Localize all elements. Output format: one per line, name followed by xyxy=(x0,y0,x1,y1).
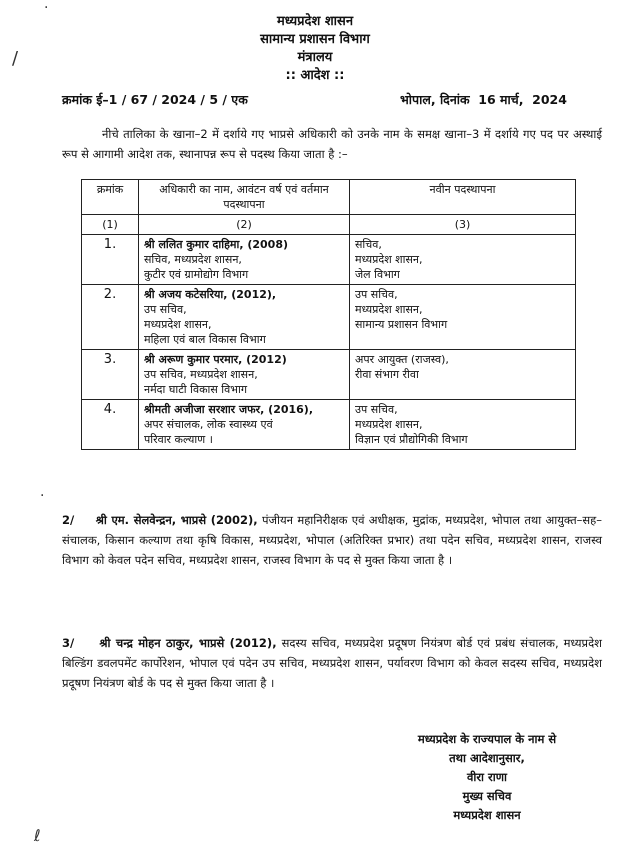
table-header-row xyxy=(82,180,576,215)
header-doc-type: :: आदेश :: xyxy=(285,68,345,83)
officer-name: श्री ललित कुमार दाहिमा, (2008) xyxy=(144,238,289,251)
current-posting-line: मध्यप्रदेश शासन, xyxy=(144,318,212,331)
table-row xyxy=(82,350,576,400)
new-posting-cell xyxy=(350,285,576,350)
col-number: (3) xyxy=(350,215,576,235)
new-posting-line: विज्ञान एवं प्रौद्योगिकी विभाग xyxy=(355,433,468,446)
signature-line-1: मध्यप्रदेश के राज्यपाल के नाम से xyxy=(417,732,557,746)
officer-cell xyxy=(139,285,350,350)
current-posting-line: परिवार कल्याण । xyxy=(144,433,213,446)
signatory-org: मध्यप्रदेश शासन xyxy=(453,808,521,822)
new-posting-line: उप सचिव, xyxy=(355,288,398,301)
paragraph-3 xyxy=(62,633,602,693)
new-posting-line: उप सचिव, xyxy=(355,403,398,416)
officer-cell xyxy=(139,400,350,450)
header-department: सामान्य प्रशासन विभाग xyxy=(260,32,370,47)
new-posting-line: मध्यप्रदेश शासन, xyxy=(355,303,423,316)
place-date: भोपाल, दिनांक 16 मार्च, 2024 xyxy=(400,92,567,107)
current-posting-line: उप सचिव, मध्यप्रदेश शासन, xyxy=(144,368,258,381)
signatory-name: वीरा राणा xyxy=(466,770,508,784)
officer-name: श्रीमती अजीजा सरशार जफर, (2016), xyxy=(144,403,314,416)
serial-number: 4. xyxy=(82,400,139,450)
header-office: मंत्रालय xyxy=(297,50,333,65)
signatory-designation: मुख्य सचिव xyxy=(462,789,512,803)
current-posting-line: उप सचिव, xyxy=(144,303,187,316)
officer-cell xyxy=(139,235,350,285)
table-row xyxy=(82,285,576,350)
col-header-serial: क्रमांक xyxy=(82,180,139,215)
signature-line-2: तथा आदेशानुसार, xyxy=(449,751,525,765)
paragraph-number: 2/ xyxy=(62,513,75,527)
table-row xyxy=(82,400,576,450)
serial-number: 1. xyxy=(82,235,139,285)
posting-table xyxy=(81,179,576,450)
current-posting-line: महिला एवं बाल विकास विभाग xyxy=(144,333,266,346)
new-posting-line: रीवा संभाग रीवा xyxy=(355,368,419,381)
margin-pen-mark: ℓ xyxy=(34,826,41,845)
current-posting-line: सचिव, मध्यप्रदेश शासन, xyxy=(144,253,242,266)
order-number: क्रमांक ई–1 / 67 / 2024 / 5 / एक xyxy=(62,92,248,107)
margin-pen-mark: / xyxy=(12,48,19,69)
new-posting-cell xyxy=(350,235,576,285)
serial-number: 3. xyxy=(82,350,139,400)
col-header-new-posting: नवीन पदस्थापना xyxy=(350,180,576,215)
current-posting-line: अपर संचालक, लोक स्वास्थ्य एवं xyxy=(144,418,273,431)
col-header-officer: अधिकारी का नाम, आवंटन वर्ष एवं वर्तमान पदस्थापना xyxy=(139,180,350,215)
new-posting-line: सामान्य प्रशासन विभाग xyxy=(355,318,448,331)
paragraph-text: सदस्य सचिव, मध्यप्रदेश प्रदूषण नियंत्रण बोर्ड एवं प्रबंध संचालक, मध्यप्रदेश बिल्डिंग डवलपमेंट कार्पोरेशन, भोपाल एवं पदेन उप सचिव, मध्यप्रदेश शासन, पर्यावरण विभाग को केवल सदस्य सचिव, मध्यप्रदेश प्रदूषण नियंत्रण बोर्ड के पद से मुक्त किया जाता है । xyxy=(62,636,603,690)
paragraph-number: 3/ xyxy=(62,636,75,650)
intro-paragraph: नीचे तालिका के खाना–2 में दर्शाये गए भाप्रसे अधिकारी को उनके नाम के समक्ष खाना–3 में दर्शाये गए पद पर अस्थाई रूप से आगामी आदेश तक, स्थानापन्न रूप से पदस्थ किया जाता है :– xyxy=(62,127,602,161)
new-posting-line: सचिव, xyxy=(355,238,382,251)
serial-number: 2. xyxy=(82,285,139,350)
new-posting-line: मध्यप्रदेश शासन, xyxy=(355,418,423,431)
margin-dot: · xyxy=(40,488,45,504)
table-number-row xyxy=(82,215,576,235)
officer-name: श्री अजय कटेसरिया, (2012), xyxy=(144,288,277,301)
new-posting-cell xyxy=(350,350,576,400)
signature-block xyxy=(372,730,602,825)
current-posting-line: कुटीर एवं ग्रामोद्योग विभाग xyxy=(144,268,249,281)
table-row xyxy=(82,235,576,285)
new-posting-line: मध्यप्रदेश शासन, xyxy=(355,253,423,266)
officer-name: श्री चन्द्र मोहन ठाकुर, भाप्रसे (2012), xyxy=(99,636,277,650)
new-posting-line: अपर आयुक्त (राजस्व), xyxy=(355,353,449,366)
current-posting-line: नर्मदा घाटी विकास विभाग xyxy=(144,383,248,396)
officer-name: श्री अरूण कुमार परमार, (2012) xyxy=(144,353,287,366)
officer-cell xyxy=(139,350,350,400)
new-posting-cell xyxy=(350,400,576,450)
officer-name: श्री एम. सेलवेन्द्रन, भाप्रसे (2002), xyxy=(95,513,258,527)
col-number: (1) xyxy=(82,215,139,235)
paragraph-2 xyxy=(62,510,602,570)
new-posting-line: जेल विभाग xyxy=(355,268,400,281)
paragraph-text: पंजीयन महानिरीक्षक एवं अधीक्षक, मुद्रांक, मध्यप्रदेश, भोपाल तथा आयुक्त–सह–संचालक, किसान कल्याण तथा कृषि विकास, मध्यप्रदेश, भोपाल (अतिरिक्त प्रभार) तथा पदेन सचिव, मध्यप्रदेश शासन, राजस्व विभाग को केवल पदेन सचिव, मध्यप्रदेश शासन, राजस्व विभाग के पद से मुक्त किया जाता है । xyxy=(62,513,603,567)
margin-dot: · xyxy=(44,0,49,16)
col-number: (2) xyxy=(139,215,350,235)
header-state: मध्यप्रदेश शासन xyxy=(276,14,354,29)
